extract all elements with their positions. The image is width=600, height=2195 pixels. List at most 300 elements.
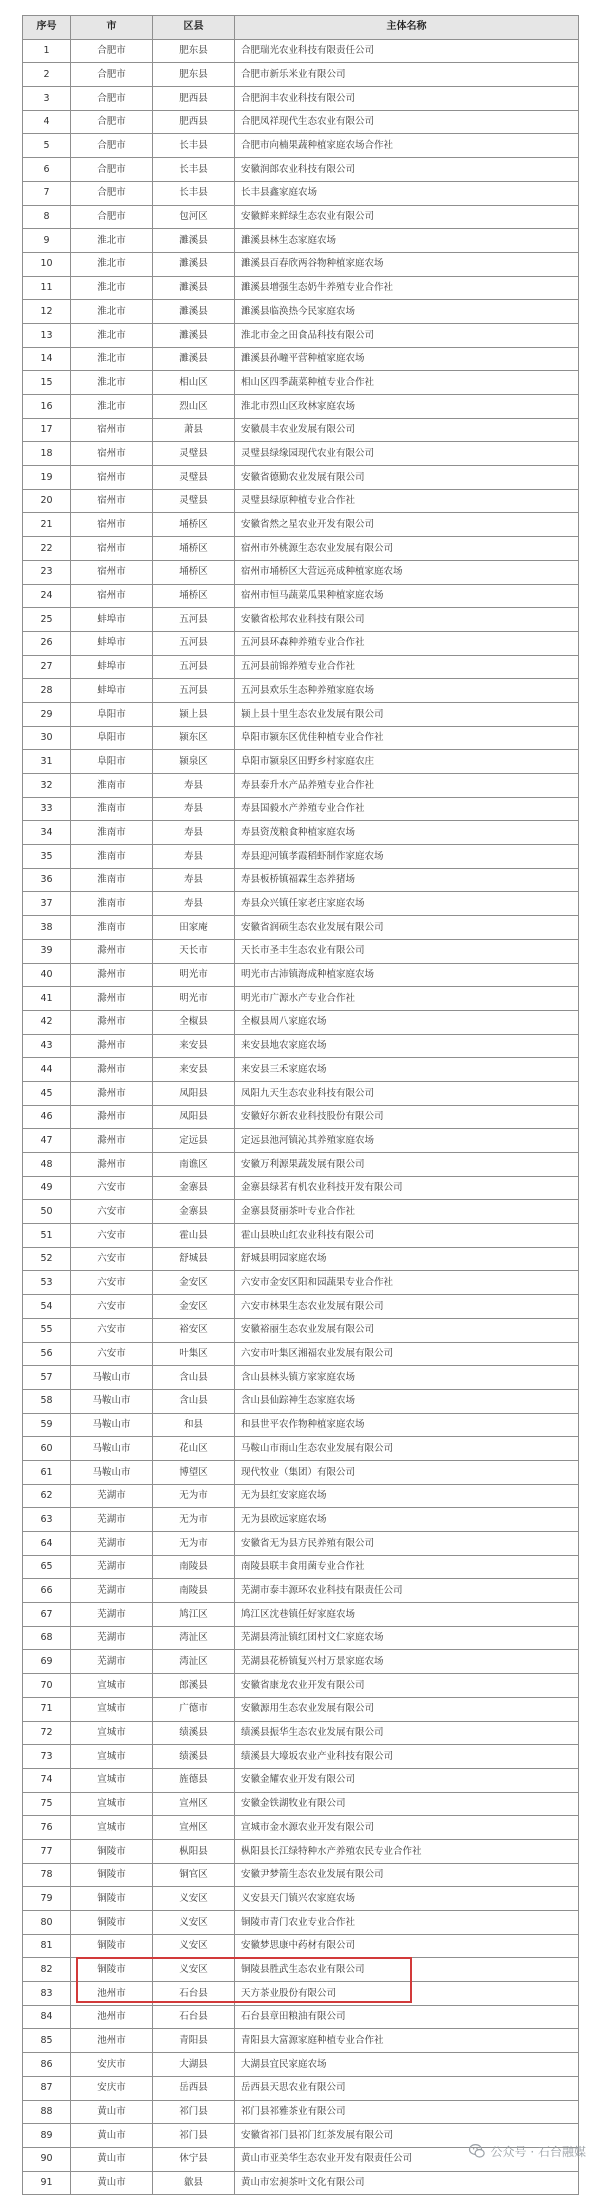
row-index: 65: [23, 1555, 71, 1579]
row-index: 16: [23, 395, 71, 419]
table-row: [23, 323, 579, 347]
table-row: [23, 750, 579, 774]
row-county: 绩溪县: [153, 1721, 235, 1745]
row-city: 滁州市: [71, 1105, 153, 1129]
row-entity-name: 淮北市烈山区玫林家庭农场: [235, 395, 579, 419]
row-entity-name: 绩溪县大壕坂农业产业科技有限公司: [235, 1745, 579, 1769]
row-entity-name: 六安市林果生态农业发展有限公司: [235, 1295, 579, 1319]
table-row: [23, 1247, 579, 1271]
table-row: [23, 1508, 579, 1532]
row-entity-name: 青阳县大富源家庭种植专业合作社: [235, 2029, 579, 2053]
row-entity-name: 安徽金铁湖牧业有限公司: [235, 1792, 579, 1816]
table-row: [23, 181, 579, 205]
row-county: 定远县: [153, 1129, 235, 1153]
row-county: 祁门县: [153, 2124, 235, 2148]
row-entity-name: 灵璧县绿缘园现代农业有限公司: [235, 442, 579, 466]
row-county: 灵璧县: [153, 489, 235, 513]
table-body: [23, 39, 579, 2195]
row-city: 阜阳市: [71, 702, 153, 726]
table-row: [23, 987, 579, 1011]
row-city: 淮北市: [71, 229, 153, 253]
row-entity-name: 安徽万利源果蔬发展有限公司: [235, 1153, 579, 1177]
row-city: 铜陵市: [71, 1911, 153, 1935]
row-index: 36: [23, 868, 71, 892]
row-county: 濉溪县: [153, 300, 235, 324]
row-entity-name: 寿县迎河镇孝霞稻虾制作家庭农场: [235, 845, 579, 869]
row-entity-name: 铜陵县胜武生态农业有限公司: [235, 1958, 579, 1982]
row-city: 宿州市: [71, 560, 153, 584]
row-entity-name: 霍山县映山红农业科技有限公司: [235, 1224, 579, 1248]
row-index: 80: [23, 1911, 71, 1935]
row-county: 青阳县: [153, 2029, 235, 2053]
row-city: 淮北市: [71, 276, 153, 300]
row-county: 寿县: [153, 821, 235, 845]
row-index: 11: [23, 276, 71, 300]
table-row: [23, 1555, 579, 1579]
row-county: 萧县: [153, 418, 235, 442]
row-county: 南陵县: [153, 1579, 235, 1603]
row-entity-name: 宿州市埇桥区大营远亮成种植家庭农场: [235, 560, 579, 584]
column-header-index: 序号: [23, 16, 71, 40]
row-entity-name: 颍上县十里生态农业发展有限公司: [235, 702, 579, 726]
row-county: 花山区: [153, 1437, 235, 1461]
row-entity-name: 宿州市外桃源生态农业发展有限公司: [235, 537, 579, 561]
table-row: [23, 797, 579, 821]
row-city: 铜陵市: [71, 1958, 153, 1982]
table-row: [23, 1484, 579, 1508]
row-index: 5: [23, 134, 71, 158]
table-row: [23, 537, 579, 561]
row-index: 57: [23, 1366, 71, 1390]
row-city: 宣城市: [71, 1697, 153, 1721]
row-entity-name: 阜阳市颍东区优佳种植专业合作社: [235, 726, 579, 750]
table-row: [23, 1413, 579, 1437]
row-entity-name: 濉溪县孙疃平营种植家庭农场: [235, 347, 579, 371]
row-county: 岳西县: [153, 2076, 235, 2100]
row-county: 大湖县: [153, 2053, 235, 2077]
row-city: 滁州市: [71, 1034, 153, 1058]
row-city: 六安市: [71, 1342, 153, 1366]
table-row: [23, 1911, 579, 1935]
row-entity-name: 安徽省松邦农业科技有限公司: [235, 608, 579, 632]
row-county: 肥东县: [153, 63, 235, 87]
row-index: 52: [23, 1247, 71, 1271]
row-county: 寿县: [153, 868, 235, 892]
row-county: 来安县: [153, 1058, 235, 1082]
row-county: 五河县: [153, 679, 235, 703]
row-index: 76: [23, 1816, 71, 1840]
table-row: [23, 1081, 579, 1105]
row-entity-name: 安徽裕丽生态农业发展有限公司: [235, 1318, 579, 1342]
row-city: 淮南市: [71, 774, 153, 798]
row-index: 91: [23, 2171, 71, 2195]
row-entity-name: 阜阳市颍泉区田野乡村家庭农庄: [235, 750, 579, 774]
row-county: 凤阳县: [153, 1081, 235, 1105]
row-index: 69: [23, 1650, 71, 1674]
table-row: [23, 1958, 579, 1982]
row-index: 87: [23, 2076, 71, 2100]
row-county: 郎溪县: [153, 1674, 235, 1698]
row-city: 马鞍山市: [71, 1366, 153, 1390]
row-index: 12: [23, 300, 71, 324]
table-row: [23, 821, 579, 845]
table-row: [23, 395, 579, 419]
row-index: 20: [23, 489, 71, 513]
row-index: 55: [23, 1318, 71, 1342]
row-county: 濉溪县: [153, 347, 235, 371]
row-city: 淮北市: [71, 323, 153, 347]
row-city: 宿州市: [71, 513, 153, 537]
row-county: 义安区: [153, 1887, 235, 1911]
table-row: [23, 774, 579, 798]
row-city: 合肥市: [71, 39, 153, 63]
row-index: 41: [23, 987, 71, 1011]
row-county: 铜官区: [153, 1863, 235, 1887]
row-index: 30: [23, 726, 71, 750]
table-row: [23, 1697, 579, 1721]
row-city: 黄山市: [71, 2124, 153, 2148]
row-index: 35: [23, 845, 71, 869]
row-county: 裕安区: [153, 1318, 235, 1342]
row-county: 湾沚区: [153, 1650, 235, 1674]
row-entity-name: 芜湖市泰丰源环农业科技有限责任公司: [235, 1579, 579, 1603]
table-row: [23, 1745, 579, 1769]
row-index: 77: [23, 1839, 71, 1863]
row-index: 4: [23, 110, 71, 134]
row-index: 7: [23, 181, 71, 205]
row-index: 56: [23, 1342, 71, 1366]
table-row: [23, 868, 579, 892]
table-row: [23, 1603, 579, 1627]
row-city: 六安市: [71, 1318, 153, 1342]
row-index: 43: [23, 1034, 71, 1058]
table-row: [23, 2076, 579, 2100]
row-city: 蚌埠市: [71, 679, 153, 703]
row-county: 叶集区: [153, 1342, 235, 1366]
table-header-row: [23, 16, 579, 40]
table-row: [23, 442, 579, 466]
row-index: 72: [23, 1721, 71, 1745]
row-entity-name: 黄山市亚美华生态农业开发有限责任公司: [235, 2147, 579, 2171]
row-city: 六安市: [71, 1176, 153, 1200]
row-city: 芜湖市: [71, 1603, 153, 1627]
row-city: 宣城市: [71, 1792, 153, 1816]
row-entity-name: 来安县地农家庭农场: [235, 1034, 579, 1058]
table-row: [23, 134, 579, 158]
row-city: 淮南市: [71, 797, 153, 821]
row-city: 蚌埠市: [71, 655, 153, 679]
table-row: [23, 726, 579, 750]
row-city: 淮北市: [71, 300, 153, 324]
row-entity-name: 安徽金耀农业开发有限公司: [235, 1768, 579, 1792]
table-row: [23, 1626, 579, 1650]
row-city: 池州市: [71, 2029, 153, 2053]
row-city: 淮北市: [71, 395, 153, 419]
row-city: 淮北市: [71, 371, 153, 395]
table-row: [23, 252, 579, 276]
row-county: 义安区: [153, 1911, 235, 1935]
row-entity-name: 合肥润丰农业科技有限公司: [235, 87, 579, 111]
row-entity-name: 安徽梦思康中药材有限公司: [235, 1934, 579, 1958]
row-county: 宣州区: [153, 1816, 235, 1840]
row-entity-name: 安徽鲜来鲜绿生态农业有限公司: [235, 205, 579, 229]
row-index: 51: [23, 1224, 71, 1248]
column-header-city: 市: [71, 16, 153, 40]
row-entity-name: 全椒县周八家庭农场: [235, 1010, 579, 1034]
row-county: 祁门县: [153, 2100, 235, 2124]
row-entity-name: 来安县三禾家庭农场: [235, 1058, 579, 1082]
table-row: [23, 1034, 579, 1058]
row-index: 89: [23, 2124, 71, 2148]
row-entity-name: 安徽源用生态农业发展有限公司: [235, 1697, 579, 1721]
column-header-entity-name: 主体名称: [235, 16, 579, 40]
row-entity-name: 石台县章田粮油有限公司: [235, 2005, 579, 2029]
table-row: [23, 608, 579, 632]
row-city: 淮南市: [71, 892, 153, 916]
row-city: 六安市: [71, 1247, 153, 1271]
row-index: 75: [23, 1792, 71, 1816]
table-row: [23, 1532, 579, 1556]
row-county: 天长市: [153, 939, 235, 963]
table-row: [23, 1460, 579, 1484]
row-index: 50: [23, 1200, 71, 1224]
row-entity-name: 明光市广源水产专业合作社: [235, 987, 579, 1011]
row-entity-name: 南陵县联丰食用菌专业合作社: [235, 1555, 579, 1579]
table-row: [23, 939, 579, 963]
row-index: 6: [23, 158, 71, 182]
table-row: [23, 229, 579, 253]
row-city: 芜湖市: [71, 1532, 153, 1556]
row-city: 滁州市: [71, 1010, 153, 1034]
table-row: [23, 1153, 579, 1177]
row-city: 淮南市: [71, 821, 153, 845]
row-county: 濉溪县: [153, 252, 235, 276]
table-row: [23, 963, 579, 987]
row-city: 淮南市: [71, 845, 153, 869]
row-index: 22: [23, 537, 71, 561]
table-row: [23, 1816, 579, 1840]
row-entity-name: 芜湖县花桥镇复兴村万景家庭农场: [235, 1650, 579, 1674]
row-entity-name: 濉溪县增强生态奶牛养殖专业合作社: [235, 276, 579, 300]
row-index: 23: [23, 560, 71, 584]
row-city: 合肥市: [71, 63, 153, 87]
row-entity-name: 枞阳县长江绿特种水产养殖农民专业合作社: [235, 1839, 579, 1863]
row-index: 10: [23, 252, 71, 276]
row-county: 寿县: [153, 774, 235, 798]
row-entity-name: 安徽省润硕生态农业发展有限公司: [235, 916, 579, 940]
row-county: 绩溪县: [153, 1745, 235, 1769]
row-entity-name: 合肥凤祥现代生态农业有限公司: [235, 110, 579, 134]
table-row: [23, 1105, 579, 1129]
row-entity-name: 绩溪县振华生态农业发展有限公司: [235, 1721, 579, 1745]
row-index: 33: [23, 797, 71, 821]
table-row: [23, 1318, 579, 1342]
row-index: 81: [23, 1934, 71, 1958]
table-row: [23, 916, 579, 940]
row-index: 48: [23, 1153, 71, 1177]
row-city: 合肥市: [71, 87, 153, 111]
row-county: 义安区: [153, 1934, 235, 1958]
row-index: 44: [23, 1058, 71, 1082]
row-city: 黄山市: [71, 2100, 153, 2124]
row-index: 31: [23, 750, 71, 774]
row-county: 濉溪县: [153, 276, 235, 300]
row-county: 无为市: [153, 1484, 235, 1508]
table-row: [23, 679, 579, 703]
row-county: 五河县: [153, 631, 235, 655]
table-row: [23, 1010, 579, 1034]
row-county: 鸠江区: [153, 1603, 235, 1627]
row-entity-name: 含山县林头镇方家家庭农场: [235, 1366, 579, 1390]
row-county: 义安区: [153, 1958, 235, 1982]
table-row: [23, 1674, 579, 1698]
row-county: 寿县: [153, 797, 235, 821]
row-entity-name: 濉溪县林生态家庭农场: [235, 229, 579, 253]
row-city: 六安市: [71, 1271, 153, 1295]
row-entity-name: 金寨县绿茗有机农业科技开发有限公司: [235, 1176, 579, 1200]
row-index: 83: [23, 1982, 71, 2006]
row-index: 59: [23, 1413, 71, 1437]
row-county: 金寨县: [153, 1176, 235, 1200]
watermark-text: 公众号 · 石台融媒: [490, 2144, 586, 2159]
row-city: 淮北市: [71, 252, 153, 276]
row-index: 82: [23, 1958, 71, 1982]
row-county: 五河县: [153, 608, 235, 632]
row-county: 无为市: [153, 1532, 235, 1556]
table-row: [23, 1982, 579, 2006]
row-entity-name: 安徽省无为县方民养殖有限公司: [235, 1532, 579, 1556]
table-row: [23, 1839, 579, 1863]
row-entity-name: 定远县池河镇沁其养殖家庭农场: [235, 1129, 579, 1153]
row-city: 合肥市: [71, 134, 153, 158]
row-county: 相山区: [153, 371, 235, 395]
row-city: 铜陵市: [71, 1839, 153, 1863]
table-row: [23, 110, 579, 134]
row-index: 45: [23, 1081, 71, 1105]
row-entity-name: 灵璧县绿原种植专业合作社: [235, 489, 579, 513]
row-county: 肥东县: [153, 39, 235, 63]
row-county: 肥西县: [153, 110, 235, 134]
row-index: 88: [23, 2100, 71, 2124]
row-county: 石台县: [153, 2005, 235, 2029]
table-row: [23, 1129, 579, 1153]
row-entity-name: 含山县仙踪神生态家庭农场: [235, 1389, 579, 1413]
row-county: 颍泉区: [153, 750, 235, 774]
row-entity-name: 马鞍山市雨山生态农业发展有限公司: [235, 1437, 579, 1461]
row-index: 79: [23, 1887, 71, 1911]
table-row: [23, 2171, 579, 2195]
row-entity-name: 六安市金安区阳和园蔬果专业合作社: [235, 1271, 579, 1295]
table-row: [23, 2053, 579, 2077]
row-index: 38: [23, 916, 71, 940]
row-county: 舒城县: [153, 1247, 235, 1271]
row-index: 61: [23, 1460, 71, 1484]
row-city: 马鞍山市: [71, 1460, 153, 1484]
row-index: 2: [23, 63, 71, 87]
row-county: 无为市: [153, 1508, 235, 1532]
row-city: 马鞍山市: [71, 1413, 153, 1437]
row-index: 14: [23, 347, 71, 371]
row-city: 滁州市: [71, 1058, 153, 1082]
table-row: [23, 584, 579, 608]
row-index: 32: [23, 774, 71, 798]
row-county: 明光市: [153, 963, 235, 987]
row-city: 滁州市: [71, 1153, 153, 1177]
table-row: [23, 1366, 579, 1390]
row-county: 田家庵: [153, 916, 235, 940]
row-entity-name: 寿县众兴镇任家老庄家庭农场: [235, 892, 579, 916]
row-entity-name: 濉溪县临涣热今民家庭农场: [235, 300, 579, 324]
table-row: [23, 371, 579, 395]
row-city: 宣城市: [71, 1745, 153, 1769]
row-city: 合肥市: [71, 158, 153, 182]
row-entity-name: 安徽省祁门县祁门红茶发展有限公司: [235, 2124, 579, 2148]
row-city: 滁州市: [71, 939, 153, 963]
row-index: 64: [23, 1532, 71, 1556]
row-index: 42: [23, 1010, 71, 1034]
row-city: 马鞍山市: [71, 1437, 153, 1461]
row-city: 蚌埠市: [71, 631, 153, 655]
row-entity-name: 安徽晨丰农业发展有限公司: [235, 418, 579, 442]
table-row: [23, 466, 579, 490]
row-city: 合肥市: [71, 110, 153, 134]
row-index: 26: [23, 631, 71, 655]
column-header-county: 区县: [153, 16, 235, 40]
row-county: 南谯区: [153, 1153, 235, 1177]
row-city: 黄山市: [71, 2171, 153, 2195]
row-county: 金安区: [153, 1271, 235, 1295]
row-county: 寿县: [153, 892, 235, 916]
row-county: 湾沚区: [153, 1626, 235, 1650]
row-entity-name: 寿县资茂粮食种植家庭农场: [235, 821, 579, 845]
row-index: 25: [23, 608, 71, 632]
row-entity-name: 鸠江区沈巷镇任好家庭农场: [235, 1603, 579, 1627]
row-city: 芜湖市: [71, 1484, 153, 1508]
watermark: [468, 2142, 586, 2160]
row-county: 含山县: [153, 1389, 235, 1413]
row-index: 28: [23, 679, 71, 703]
row-entity-name: 五河县环森种养殖专业合作社: [235, 631, 579, 655]
row-city: 宣城市: [71, 1721, 153, 1745]
table-row: [23, 87, 579, 111]
row-entity-name: 舒城县明园家庭农场: [235, 1247, 579, 1271]
row-entity-name: 岳西县天思农业有限公司: [235, 2076, 579, 2100]
row-entity-name: 义安县天门镇兴农家庭农场: [235, 1887, 579, 1911]
row-index: 21: [23, 513, 71, 537]
row-entity-name: 祁门县祁雅茶业有限公司: [235, 2100, 579, 2124]
row-county: 旌德县: [153, 1768, 235, 1792]
table-row: [23, 39, 579, 63]
row-city: 安庆市: [71, 2076, 153, 2100]
row-county: 长丰县: [153, 181, 235, 205]
table-row: [23, 1295, 579, 1319]
table-row: [23, 845, 579, 869]
row-entity-name: 无为县欧远家庭农场: [235, 1508, 579, 1532]
row-entity-name: 宿州市恒马蔬菜瓜果种植家庭农场: [235, 584, 579, 608]
table-row: [23, 2029, 579, 2053]
row-index: 90: [23, 2147, 71, 2171]
row-entity-name: 安徽省康龙农业开发有限公司: [235, 1674, 579, 1698]
table-row: [23, 489, 579, 513]
row-index: 19: [23, 466, 71, 490]
table-row: [23, 1863, 579, 1887]
row-entity-name: 寿县泰升水产品养殖专业合作社: [235, 774, 579, 798]
row-index: 34: [23, 821, 71, 845]
table-row: [23, 1650, 579, 1674]
row-city: 铜陵市: [71, 1887, 153, 1911]
row-entity-name: 寿县板桥镇福霖生态养猪场: [235, 868, 579, 892]
entity-list-table: [22, 15, 579, 2195]
